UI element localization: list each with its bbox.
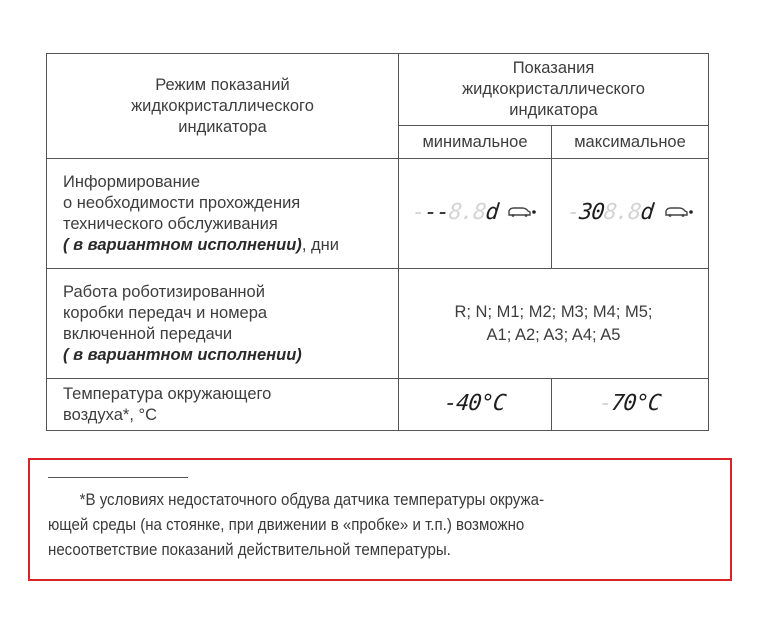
table-row [47, 379, 709, 431]
footnote-divider [48, 477, 188, 478]
lcd-modes-table [46, 53, 709, 431]
header-min: минимальное [399, 126, 552, 159]
car-service-icon [664, 205, 694, 219]
table-row [47, 159, 709, 269]
label-line: Информирование [63, 172, 201, 191]
lcd-min-service [399, 159, 552, 269]
label-line: Температура окружающего [63, 384, 272, 403]
table-row [47, 269, 709, 379]
header-mode-line: жидкокристаллического [131, 96, 314, 115]
lcd-display: ---8.8d [410, 200, 500, 225]
header-mode-line: Режим показаний [155, 75, 290, 94]
car-service-icon [507, 205, 537, 219]
lcd-display: -70°C [598, 391, 662, 416]
gear-list [399, 269, 709, 379]
label-line: о необходимости прохождения [63, 193, 301, 212]
header-mode [47, 54, 399, 159]
header-mode-line: индикатора [178, 117, 267, 136]
lcd-min-temperature [399, 379, 552, 431]
label-line [63, 235, 398, 256]
footnote-text [48, 488, 718, 563]
lcd-max-service [552, 159, 709, 269]
footnote-highlight-box [28, 458, 732, 581]
row-label-service [47, 159, 399, 269]
footnote-line: ющей среды (на стоянке, при движении в «пробке» и т.п.) возможно [48, 516, 525, 534]
row-label-gearbox [47, 269, 399, 379]
unit-suffix: , дни [301, 235, 339, 254]
label-line: технического обслуживания [63, 214, 278, 233]
label-line: включенной передачи [63, 324, 233, 343]
gear-line: R; N; M1; M2; M3; M4; M5; [454, 302, 653, 321]
variant-note: ( в вариантном исполнении) [63, 235, 302, 254]
lcd-max-temperature [552, 379, 709, 431]
header-readings-line: индикатора [509, 101, 598, 120]
footnote-line: *В условиях недостаточного обдува датчика температуры окружа- [79, 491, 544, 509]
lcd-display: -308.8d [565, 200, 655, 225]
label-line: Работа роботизированной [63, 282, 265, 301]
label-line: коробки передач и номера [63, 303, 268, 322]
gear-line: A1; A2; A3; A4; A5 [486, 325, 621, 344]
header-max: максимальное [552, 126, 709, 159]
footnote-line: несоответствие показаний действительной температуры. [48, 541, 451, 559]
row-label-temperature [47, 379, 399, 431]
label-line: воздуха*, °C [63, 405, 157, 424]
variant-note: ( в вариантном исполнении) [63, 345, 302, 364]
header-readings-line: жидкокристаллического [462, 80, 645, 99]
header-readings [399, 54, 709, 126]
lcd-display: -40°C [443, 391, 507, 416]
header-readings-line: Показания [512, 59, 595, 78]
